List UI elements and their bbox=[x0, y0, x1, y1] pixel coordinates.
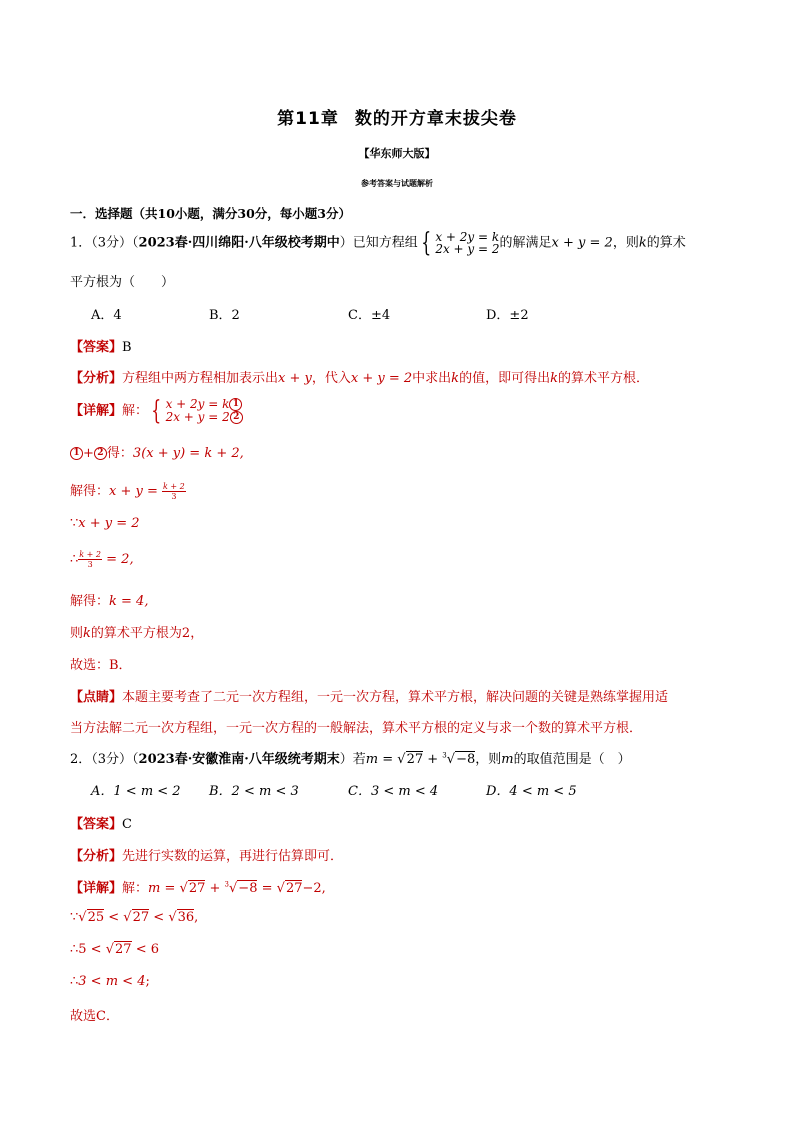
q1-option-b: B．2 bbox=[209, 308, 240, 323]
q1-step1: 1 + 2 得：3(x + y) = k + 2, bbox=[70, 442, 244, 461]
q1-step2: 解得：x + y = $\frac{k + 2}{3}$ bbox=[70, 482, 185, 501]
q2-detail: 【详解】解：m = √27 + $^3$√−8 = √27−2, bbox=[70, 880, 326, 896]
q1-equation-system: { x + 2y = k 2x + y = 2 bbox=[421, 228, 500, 258]
page-subtitle: 参考答案与试题解析 bbox=[361, 179, 433, 188]
q1-step5: 解得：k = 4, bbox=[70, 594, 149, 609]
q2-analysis: 【分析】先进行实数的运算，再进行估算即可． bbox=[70, 849, 344, 864]
q2-option-b: B．2 < m < 3 bbox=[209, 784, 299, 799]
q2-option-d: D．4 < m < 5 bbox=[486, 784, 577, 799]
q1-option-a: A．4 bbox=[91, 308, 122, 323]
q1-detail: 【详解】解： { x + 2y = k 1 2x + y = 2 2 bbox=[70, 398, 243, 424]
q2-step1: ∵√25 < √27 < √36, bbox=[70, 910, 199, 925]
page-title: 第11章 数的开方章末拔尖卷 bbox=[277, 109, 517, 129]
q2-step3: ∴3 < m < 4; bbox=[70, 974, 150, 989]
section-heading: 一．选择题（共10小题，满分30分，每小题3分） bbox=[70, 206, 351, 221]
q2-stem: 2．（3分）（2023春·安徽淮南·八年级统考期末）若m = √27 + $^3$√−8，则m的取值范围是（ ） bbox=[70, 751, 631, 767]
q2-answer: 【答案】C bbox=[70, 817, 132, 832]
q1-comment: 【点睛】本题主要考查了二元一次方程组，一元一次方程，算术平方根，解决问题的关键是熟练掌握用适 bbox=[70, 690, 669, 705]
q1-step6: 则k的算术平方根为2， bbox=[70, 626, 204, 641]
edition-label: 【华东师大版】 bbox=[358, 147, 436, 160]
q1-option-d: D．±2 bbox=[486, 308, 529, 323]
q2-step2: ∴5 < √27 < 6 bbox=[70, 942, 159, 957]
q2-final: 故选C． bbox=[70, 1009, 119, 1024]
q2-option-c: C．3 < m < 4 bbox=[348, 784, 439, 799]
q1-step7: 故选：B． bbox=[70, 658, 132, 673]
q1-step3: ∵x + y = 2 bbox=[70, 516, 140, 531]
q1-comment-line2: 当方法解二元一次方程组，一元一次方程的一般解法，算术平方根的定义与求一个数的算术平方根． bbox=[70, 721, 643, 736]
q1-answer: 【答案】B bbox=[70, 340, 132, 355]
q1-option-c: C．±4 bbox=[348, 308, 391, 323]
q1-step4: ∴ $\frac{k + 2}{3}$ = 2, bbox=[70, 550, 134, 569]
q1-analysis: 【分析】方程组中两方程相加表示出x + y，代入x + y = 2中求出k的值，即可得出k的算术平方根． bbox=[70, 371, 649, 386]
q1-stem-line2: 平方根为（ ） bbox=[70, 275, 175, 290]
q1-detail-system: { x + 2y = k 1 2x + y = 2 2 bbox=[148, 398, 243, 424]
q1-stem: 1．（3分）（2023春·四川绵阳·八年级校考期中）已知方程组 { x + 2y = k 2x + y = 2 的解满足x + y = 2，则k的算术 bbox=[70, 228, 686, 258]
q2-option-a: A．1 < m < 2 bbox=[91, 784, 181, 799]
